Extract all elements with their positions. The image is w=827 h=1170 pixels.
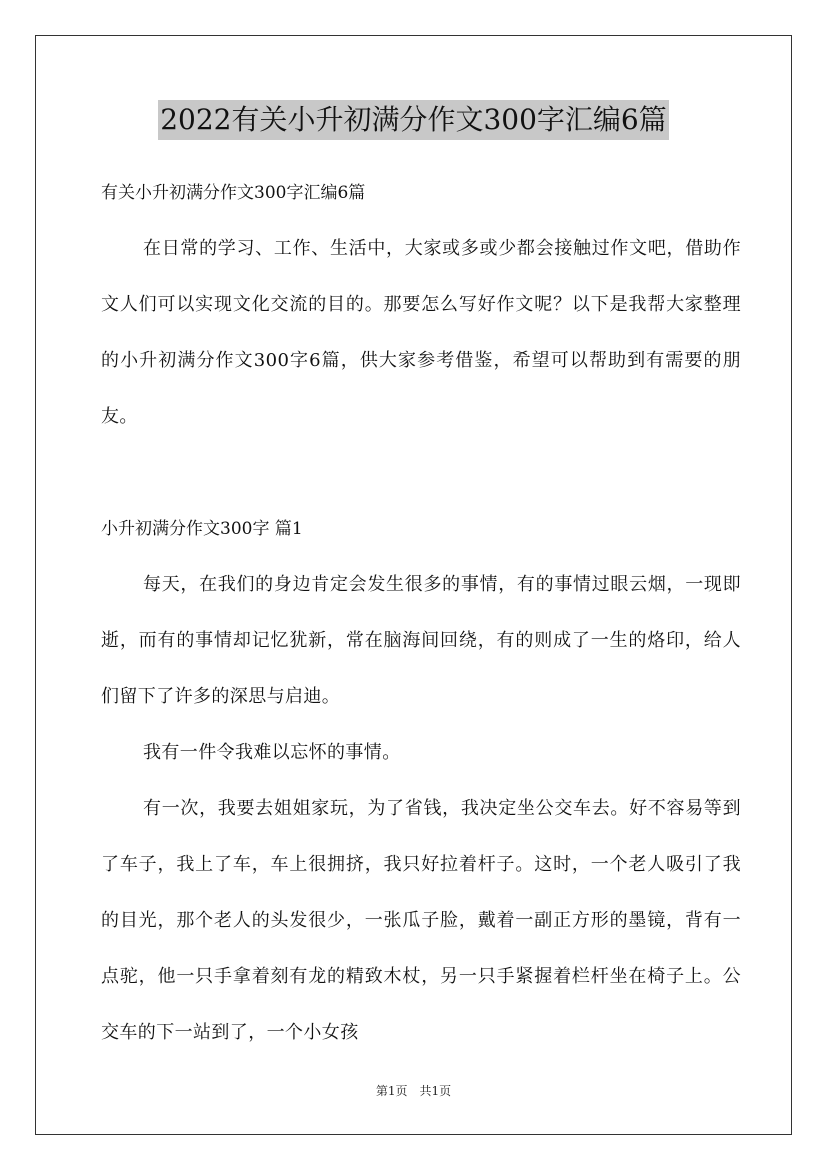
document-title: 2022有关小升初满分作文300字汇编6篇 [158,100,669,140]
section-spacer [101,445,741,501]
body-paragraph: 我有一件令我难以忘怀的事情。 [143,742,401,763]
title-container [0,100,827,140]
document-body [101,165,741,1061]
body-paragraph: 每天，在我们的身边肯定会发生很多的事情，有的事情过眼云烟，一现即逝，而有的事情却记忆犹新，常在脑海间回绕，有的则成了一生的烙印，给人们留下了许多的深思与启迪。 [101,574,741,707]
section-heading: 小升初满分作文300字 篇1 [101,519,303,539]
body-paragraph: 有一次，我要去姐姐家玩，为了省钱，我决定坐公交车去。好不容易等到了车子，我上了车，车上很拥挤，我只好拉着杆子。这时，一个老人吸引了我的目光，那个老人的头发很少，一张瓜子脸，戴着一副正方形的墨镜，背有一点驼，他一只手拿着刻有龙的精致木杖，另一只手紧握着栏杆坐在椅子上。公交车的下一站到了，一个小女孩 [101,798,741,1043]
intro-paragraph: 在日常的学习、工作、生活中，大家或多或少都会接触过作文吧，借助作文人们可以实现文化交流的目的。那要怎么写好作文呢？以下是我帮大家整理的小升初满分作文300字6篇，供大家参考借鉴，希望可以帮助到有需要的朋友。 [101,238,741,427]
document-subtitle: 有关小升初满分作文300字汇编6篇 [101,183,366,203]
page-footer: 第1页 共1页 [375,1084,452,1098]
